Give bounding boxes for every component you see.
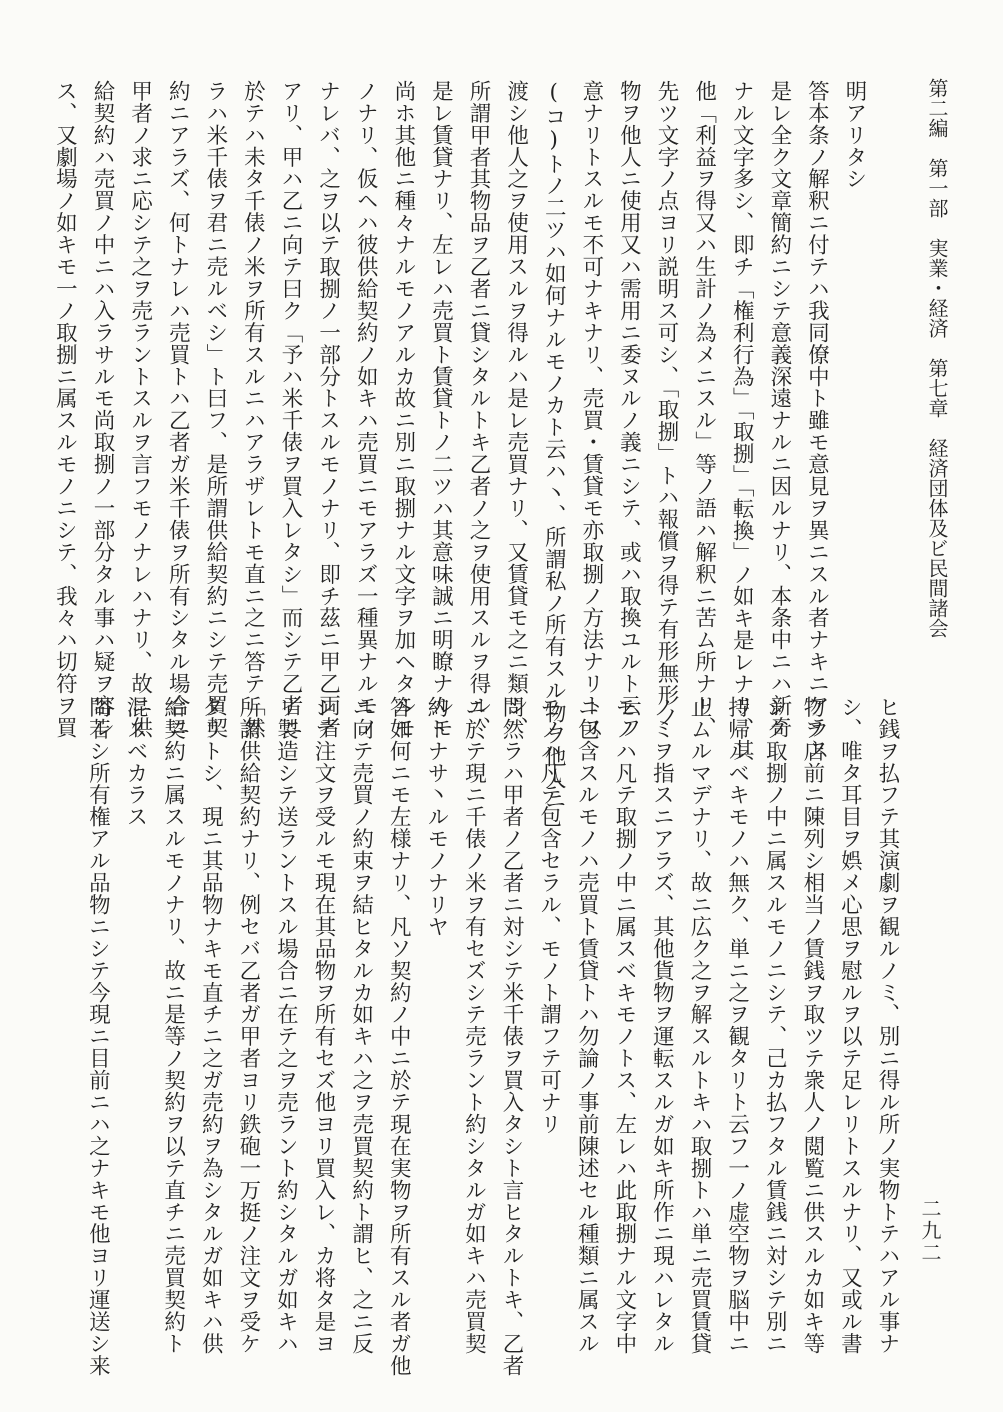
upper-text-column: 答本条ノ解釈ニ付テハ我同僚中ト雖モ意見ヲ異ニスル者ナキニアラス bbox=[804, 80, 830, 761]
lower-text-column: モノハ凡テ包含セラル、モノト謂フテ可ナリ bbox=[536, 696, 562, 1135]
lower-text-column: 問若シ所有権アル品物ニシテ今現ニ目前ニハ之ナキモ他ヨリ運送シ来 bbox=[85, 696, 111, 1377]
upper-text-column: 他「利益ヲ得又ハ生計ノ為メニスル」等ノ語ハ解釈ニ苦ム所ナリ、 bbox=[691, 80, 717, 739]
lower-text-column: 持帰ルベキモノハ無ク、単ニ之ヲ観タリト云フ一ノ虚空物ヲ脳中ニ bbox=[724, 696, 750, 1355]
page-number: 二九二 bbox=[918, 1198, 942, 1264]
upper-text-column: 尚ホ其他ニ種々ナルモノアルカ故ニ別ニ取捌ナル文字ヲ加ヘタルモ bbox=[390, 80, 416, 739]
upper-text-column: ノナリ、仮ヘハ彼供給契約ノ如キハ売買ニモアラズ一種異ナルモノ bbox=[353, 80, 379, 739]
lower-text-column: 約トナサ丶ルモノナリヤ bbox=[423, 696, 449, 938]
lower-text-column: リ製造シテ送ラントスル場合ニ在テ之ヲ売ラント約シタルガ如キハ bbox=[273, 696, 299, 1355]
lower-text-column: 答如何ニモ左様ナリ、凡ソ契約ノ中ニ於テ現在実物ヲ所有スル者ガ他 bbox=[386, 696, 412, 1377]
lower-text-column: 問然ラハ甲者ノ乙者ニ対シテ米千俵ヲ買入タシト言ヒタルトキ、乙者 bbox=[499, 696, 524, 1377]
upper-text-column: (コ)トノ二ツハ如何ナルモノカト云ハ丶、所謂私ノ所有スル物ヲ他人ニ bbox=[541, 80, 567, 812]
upper-text-column: 於テハ未タ千俵ノ米ヲ所有スルニハアラザレトモ直ニ之ニ答テ「然 bbox=[240, 80, 266, 739]
upper-text-column: ナル文字多シ、即チ「権利行為」「取捌」「転換」ノ如キ是レナリ、其 bbox=[729, 80, 755, 761]
upper-text-column: 物ヲ他人ニ使用又ハ需用ニ委ヌルノ義ニシテ、或ハ取換ユルト云フ bbox=[616, 80, 642, 739]
lower-text-column: 物ヲ店前ニ陳列シ相当ノ賃銭ヲ取ツテ衆人ノ閲覧ニ供スルカ如キ等 bbox=[799, 696, 825, 1355]
upper-text-column: ス、又劇場ノ如キモ一ノ取捌ニ属スルモノニシテ、我々ハ切符ヲ買 bbox=[52, 80, 78, 739]
running-head: 第二編 第一部 実業・経済 第七章 経済団体及ビ民間諸会 bbox=[925, 78, 949, 638]
lower-text-column: シク取捌ノ中ニ属スルモノニシテ、己カ払フタル賃銭ニ対シテ別ニ bbox=[762, 696, 788, 1355]
upper-text-column: 給契約ハ売買ノ中ニハ入ラサルモ尚取捌ノ一部分タル事ハ疑ヲ容レ bbox=[90, 80, 115, 739]
upper-text-column: 約ニアラズ、何トナレハ売買トハ乙者ガ米千俵ヲ所有シタル場合ニ bbox=[165, 80, 191, 739]
lower-text-column: ニ向テ売買ノ約束ヲ結ヒタルカ如キハ之ヲ売買契約ト謂ヒ、之ニ反 bbox=[348, 696, 374, 1355]
upper-text-column: 是レ賃貸ナリ、左レハ売買ト賃貸トノ二ツハ其意味誠ニ明瞭ナルモ bbox=[428, 80, 454, 739]
upper-text-column: 是レ全ク文章簡約ニシテ意義深遠ナルニ因ルナリ、本条中ニハ新奇 bbox=[766, 80, 792, 739]
lower-text-column: 止ムルマデナリ、故ニ広ク之ヲ解スルトキハ取捌トハ単ニ売買賃貸 bbox=[687, 696, 712, 1355]
upper-text-column: 所謂甲者其物品ヲ乙者ニ貸シタルトキ乙者ノ之ヲ使用スルヲ得ル、 bbox=[466, 80, 491, 739]
lower-text-column: タリトシ、現ニ其品物ナキモ直チニ之ガ売約ヲ為シタルガ如キハ供 bbox=[198, 696, 224, 1355]
upper-text-column: ナレバ、之ヲ以テ取捌ノ一部分トスルモノナリ、即チ茲ニ甲乙両者 bbox=[315, 80, 341, 739]
upper-text-column: ラハ米千俵ヲ君ニ売ルベシ」ト曰フ、是所謂供給契約ニシテ売買契 bbox=[202, 80, 228, 739]
lower-text-column: ニ包含スルモノハ売買ト賃貸トハ勿論ノ事前陳述セル種類ニ属スル bbox=[574, 696, 600, 1355]
upper-text-column: 甲者ノ求ニ応シテ之ヲ売ラントスルヲ言フモノナレハナリ、故ニ供 bbox=[127, 80, 153, 739]
lower-text-column: ニ於テ現ニ千俵ノ米ヲ有セズシテ売ラント約シタルガ如キハ売買契 bbox=[461, 696, 487, 1355]
upper-text-column: 渡シ他人之ヲ使用スルヲ得ルハ是レ売買ナリ、又賃貸モ之ニ類シ、 bbox=[503, 80, 529, 739]
lower-text-column: シ、唯タ耳目ヲ娯メ心思ヲ慰ルヲ以テ足レリトスルナリ、又或ル書 bbox=[837, 696, 863, 1355]
upper-text-column: アリ、甲ハ乙ニ向テ曰ク「予ハ米千俵ヲ買入レタシ」而シテ乙者ニ bbox=[278, 80, 303, 739]
lower-text-column: ヒ銭ヲ払フテ其演劇ヲ観ルノミ、別ニ得ル所ノ実物トテハアル事ナ bbox=[875, 696, 900, 1355]
lower-text-column: 混スベカラス bbox=[123, 696, 148, 828]
lower-text-column: 所謂供給契約ナリ、例セバ乙者ガ甲者ヨリ鉄砲一万挺ノ注文ヲ受ケ bbox=[235, 696, 261, 1355]
lower-text-column: 給契約ニ属スルモノナリ、故ニ是等ノ契約ヲ以テ直チニ売買契約ト bbox=[160, 696, 186, 1355]
upper-text-column: 明アリタシ bbox=[842, 80, 867, 190]
lower-text-column: ノミヲ指スニアラズ、其他貨物ヲ運転スルガ如キ所作ニ現ハレタル bbox=[649, 696, 675, 1355]
lower-text-column: モノハ凡テ取捌ノ中ニ属スベキモノトス、左レハ此取捌ナル文字中 bbox=[611, 696, 637, 1355]
upper-text-column: 先ツ文字ノ点ヨリ説明ス可シ、「取捌」トハ報償ヲ得テ有形無形ノ bbox=[654, 80, 679, 728]
lower-text-column: シテ注文ヲ受ルモ現在其品物ヲ所有セズ他ヨリ買入レ、カ将タ是ヨ bbox=[311, 696, 336, 1355]
upper-text-column: 意ナリトスルモ不可ナキナリ、売買・賃貸モ亦取捌ノ方法ナリトス bbox=[578, 80, 604, 739]
